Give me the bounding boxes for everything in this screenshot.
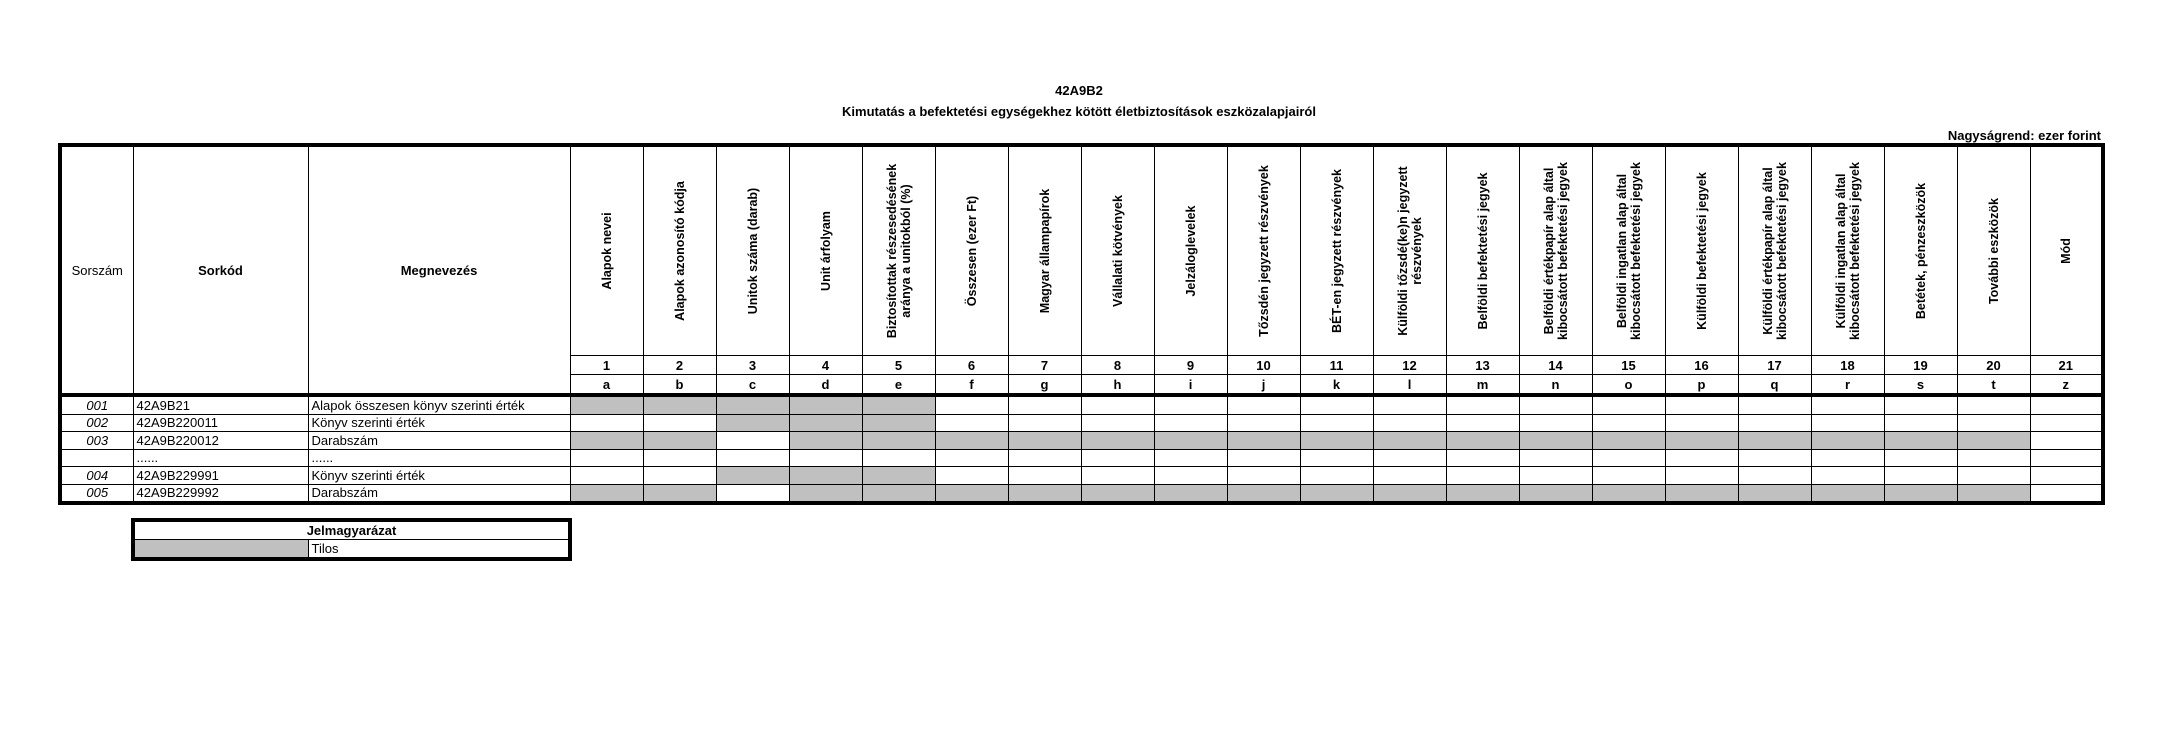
column-number: 11 (1300, 356, 1373, 375)
column-letter: a (570, 375, 643, 396)
input-cell[interactable] (1519, 395, 1592, 414)
input-cell[interactable] (643, 449, 716, 467)
column-letter: t (1957, 375, 2030, 396)
forbidden-cell (1446, 432, 1519, 450)
column-number: 20 (1957, 356, 2030, 375)
forbidden-cell (862, 414, 935, 432)
input-cell[interactable] (1665, 467, 1738, 485)
forbidden-cell (789, 484, 862, 503)
input-cell[interactable] (1008, 467, 1081, 485)
input-cell[interactable] (1811, 395, 1884, 414)
input-cell[interactable] (1665, 395, 1738, 414)
row-megnevezes: Darabszám (308, 484, 570, 503)
column-header-14 (1519, 145, 1592, 356)
forbidden-cell (1592, 484, 1665, 503)
column-header-label: Belföldi értékpapír alap által kibocsátott befektetési jegyek (1541, 162, 1570, 340)
legend-title: Jelmagyarázat (133, 520, 570, 540)
column-header-8 (1081, 145, 1154, 356)
forbidden-cell (1519, 484, 1592, 503)
column-letter: h (1081, 375, 1154, 396)
column-number: 3 (716, 356, 789, 375)
form-code: 42A9B2 (1055, 83, 1103, 98)
legend-forbidden-label: Tilos (308, 540, 570, 560)
legend-forbidden-swatch (133, 540, 308, 560)
column-header-label: Összesen (ezer Ft) (964, 195, 979, 307)
forbidden-cell (1884, 484, 1957, 503)
input-cell[interactable] (789, 449, 862, 467)
column-number: 12 (1373, 356, 1446, 375)
input-cell[interactable] (1373, 467, 1446, 485)
input-cell[interactable] (1446, 414, 1519, 432)
column-number: 6 (935, 356, 1008, 375)
row-sorkod: 42A9B220012 (133, 432, 308, 450)
column-header-11 (1300, 145, 1373, 356)
column-header-18 (1811, 145, 1884, 356)
input-cell[interactable] (1884, 467, 1957, 485)
forbidden-cell (570, 432, 643, 450)
row-megnevezes: Könyv szerinti érték (308, 467, 570, 485)
input-cell[interactable] (2030, 432, 2103, 450)
forbidden-cell (643, 395, 716, 414)
unit-note: Nagyságrend: ezer forint (1947, 128, 2101, 143)
column-letter: s (1884, 375, 1957, 396)
table-row (60, 395, 2103, 414)
column-letter: q (1738, 375, 1811, 396)
forbidden-cell (789, 395, 862, 414)
input-cell[interactable] (1665, 449, 1738, 467)
forbidden-cell (643, 484, 716, 503)
column-header-label: További eszközök (1986, 197, 2001, 305)
forbidden-cell (1811, 484, 1884, 503)
column-header-label: Biztosítottak részesedésének aránya a unitokból (%) (884, 163, 913, 339)
column-header-label: Tőzsdén jegyzett részvények (1256, 165, 1271, 337)
input-cell[interactable] (1592, 449, 1665, 467)
column-letter: m (1446, 375, 1519, 396)
input-cell[interactable] (1081, 395, 1154, 414)
row-megnevezes: ...... (308, 449, 570, 467)
table-row (60, 467, 2103, 485)
input-cell[interactable] (570, 414, 643, 432)
input-cell[interactable] (1957, 395, 2030, 414)
forbidden-cell (716, 467, 789, 485)
column-header-17 (1738, 145, 1811, 356)
column-letter: n (1519, 375, 1592, 396)
column-number: 7 (1008, 356, 1081, 375)
header-sorkod: Sorkód (133, 145, 308, 395)
forbidden-cell (1081, 484, 1154, 503)
forbidden-cell (643, 432, 716, 450)
column-header-label: Betétek, pénzeszközök (1913, 182, 1928, 320)
column-header-20 (1957, 145, 2030, 356)
forbidden-cell (935, 484, 1008, 503)
column-header-label: Alapok azonosító kódja (672, 181, 687, 321)
forbidden-cell (1884, 432, 1957, 450)
input-cell[interactable] (1081, 449, 1154, 467)
column-header-label: Jelzáloglevelek (1183, 205, 1198, 297)
input-cell[interactable] (1738, 449, 1811, 467)
legend-table (131, 518, 572, 561)
row-megnevezes: Alapok összesen könyv szerinti érték (308, 395, 570, 414)
column-number: 18 (1811, 356, 1884, 375)
column-header-label: Külföldi értékpapír alap által kibocsátott befektetési jegyek (1760, 162, 1789, 340)
column-header-19 (1884, 145, 1957, 356)
row-sorszam: 004 (60, 467, 133, 485)
header-megnevezes: Megnevezés (308, 145, 570, 395)
forbidden-cell (935, 432, 1008, 450)
column-header-label: Magyar állampapírok (1037, 188, 1052, 314)
forbidden-cell (862, 484, 935, 503)
input-cell[interactable] (1227, 449, 1300, 467)
input-cell[interactable] (1519, 414, 1592, 432)
column-header-9 (1154, 145, 1227, 356)
column-letter: r (1811, 375, 1884, 396)
input-cell[interactable] (1154, 467, 1227, 485)
column-header-label: Alapok nevei (599, 212, 614, 290)
input-cell[interactable] (1519, 467, 1592, 485)
input-cell[interactable] (1446, 395, 1519, 414)
input-cell[interactable] (716, 484, 789, 503)
input-cell[interactable] (1300, 414, 1373, 432)
column-header-label: Külföldi ingatlan alap által kibocsátott befektetési jegyek (1833, 162, 1862, 340)
column-number: 19 (1884, 356, 1957, 375)
input-cell[interactable] (1811, 414, 1884, 432)
forbidden-cell (1373, 432, 1446, 450)
row-sorszam: 005 (60, 484, 133, 503)
forbidden-cell (1373, 484, 1446, 503)
input-cell[interactable] (1081, 414, 1154, 432)
input-cell[interactable] (1738, 414, 1811, 432)
forbidden-cell (789, 467, 862, 485)
input-cell[interactable] (935, 449, 1008, 467)
input-cell[interactable] (1592, 467, 1665, 485)
forbidden-cell (1227, 484, 1300, 503)
column-header-4 (789, 145, 862, 356)
forbidden-cell (789, 414, 862, 432)
forbidden-cell (1300, 432, 1373, 450)
row-megnevezes: Könyv szerinti érték (308, 414, 570, 432)
input-cell[interactable] (570, 467, 643, 485)
column-letter: b (643, 375, 716, 396)
input-cell[interactable] (1957, 467, 2030, 485)
row-sorszam: 002 (60, 414, 133, 432)
forbidden-cell (570, 395, 643, 414)
input-cell[interactable] (1957, 449, 2030, 467)
input-cell[interactable] (2030, 484, 2103, 503)
input-cell[interactable] (1154, 449, 1227, 467)
input-cell[interactable] (716, 449, 789, 467)
column-letter: d (789, 375, 862, 396)
forbidden-cell (1154, 484, 1227, 503)
column-letter: c (716, 375, 789, 396)
row-megnevezes: Darabszám (308, 432, 570, 450)
forbidden-cell (1008, 432, 1081, 450)
forbidden-cell (1665, 432, 1738, 450)
input-cell[interactable] (2030, 467, 2103, 485)
column-number: 16 (1665, 356, 1738, 375)
column-header-2 (643, 145, 716, 356)
column-header-label: Mód (2058, 238, 2073, 264)
input-cell[interactable] (2030, 449, 2103, 467)
column-header-5 (862, 145, 935, 356)
column-letter: f (935, 375, 1008, 396)
input-cell[interactable] (1008, 395, 1081, 414)
input-cell[interactable] (1884, 395, 1957, 414)
forbidden-cell (789, 432, 862, 450)
input-cell[interactable] (1884, 414, 1957, 432)
column-letter: p (1665, 375, 1738, 396)
row-sorkod: 42A9B229991 (133, 467, 308, 485)
row-sorkod: 42A9B229992 (133, 484, 308, 503)
table-row (60, 484, 2103, 503)
forbidden-cell (1738, 484, 1811, 503)
input-cell[interactable] (1592, 395, 1665, 414)
column-letter: e (862, 375, 935, 396)
input-cell[interactable] (1154, 414, 1227, 432)
input-cell[interactable] (1811, 467, 1884, 485)
column-letter: g (1008, 375, 1081, 396)
column-letter: l (1373, 375, 1446, 396)
input-cell[interactable] (643, 467, 716, 485)
column-header-label: Belföldi ingatlan alap által kibocsátott befektetési jegyek (1614, 162, 1643, 340)
input-cell[interactable] (1373, 449, 1446, 467)
input-cell[interactable] (643, 414, 716, 432)
form-title: Kimutatás a befektetési egységekhez kötött életbiztosítások eszközalapjairól (842, 104, 1316, 119)
forbidden-cell (1300, 484, 1373, 503)
row-sorszam: 003 (60, 432, 133, 450)
column-header-label: Külföldi tőzsdé(ke)n jegyzett részvények (1395, 166, 1424, 336)
input-cell[interactable] (1665, 414, 1738, 432)
input-cell[interactable] (1446, 449, 1519, 467)
column-number: 13 (1446, 356, 1519, 375)
input-cell[interactable] (1446, 467, 1519, 485)
column-letter: z (2030, 375, 2103, 396)
input-cell[interactable] (716, 432, 789, 450)
forbidden-cell (1519, 432, 1592, 450)
column-number: 5 (862, 356, 935, 375)
column-header-6 (935, 145, 1008, 356)
column-header-label: Vállalati kötvények (1110, 195, 1125, 307)
input-cell[interactable] (1227, 395, 1300, 414)
table-row (60, 414, 2103, 432)
input-cell[interactable] (1300, 467, 1373, 485)
forbidden-cell (1446, 484, 1519, 503)
forbidden-cell (1081, 432, 1154, 450)
input-cell[interactable] (570, 449, 643, 467)
column-header-21 (2030, 145, 2103, 356)
column-number: 15 (1592, 356, 1665, 375)
column-letter: j (1227, 375, 1300, 396)
forbidden-cell (1154, 432, 1227, 450)
column-header-13 (1446, 145, 1519, 356)
column-header-10 (1227, 145, 1300, 356)
input-cell[interactable] (1008, 414, 1081, 432)
column-number: 14 (1519, 356, 1592, 375)
column-header-1 (570, 145, 643, 356)
column-header-12 (1373, 145, 1446, 356)
input-cell[interactable] (935, 467, 1008, 485)
column-letter: i (1154, 375, 1227, 396)
column-header-7 (1008, 145, 1081, 356)
forbidden-cell (1665, 484, 1738, 503)
input-cell[interactable] (1592, 414, 1665, 432)
column-header-label: BÉT-en jegyzett részvények (1329, 169, 1344, 333)
input-cell[interactable] (1884, 449, 1957, 467)
forbidden-cell (862, 467, 935, 485)
column-number: 9 (1154, 356, 1227, 375)
column-header-label: Külföldi befektetési jegyek (1694, 172, 1709, 330)
column-header-label: Unitok száma (darab) (745, 187, 760, 315)
input-cell[interactable] (1300, 395, 1373, 414)
input-cell[interactable] (1227, 467, 1300, 485)
input-cell[interactable] (1373, 395, 1446, 414)
column-letter: o (1592, 375, 1665, 396)
input-cell[interactable] (1738, 467, 1811, 485)
forbidden-cell (1227, 432, 1300, 450)
column-header-16 (1665, 145, 1738, 356)
row-sorkod: 42A9B21 (133, 395, 308, 414)
input-cell[interactable] (935, 395, 1008, 414)
column-number: 17 (1738, 356, 1811, 375)
row-sorkod: 42A9B220011 (133, 414, 308, 432)
table-row (60, 449, 2103, 467)
forbidden-cell (1811, 432, 1884, 450)
input-cell[interactable] (1811, 449, 1884, 467)
report-table (58, 143, 2105, 505)
column-number: 21 (2030, 356, 2103, 375)
column-header-label: Unit árfolyam (818, 211, 833, 291)
column-number: 1 (570, 356, 643, 375)
input-cell[interactable] (1957, 414, 2030, 432)
column-number: 8 (1081, 356, 1154, 375)
input-cell[interactable] (2030, 395, 2103, 414)
forbidden-cell (1957, 432, 2030, 450)
column-header-15 (1592, 145, 1665, 356)
input-cell[interactable] (1373, 414, 1446, 432)
input-cell[interactable] (1008, 449, 1081, 467)
input-cell[interactable] (1227, 414, 1300, 432)
column-letter: k (1300, 375, 1373, 396)
forbidden-cell (1008, 484, 1081, 503)
column-number: 4 (789, 356, 862, 375)
forbidden-cell (862, 395, 935, 414)
forbidden-cell (716, 395, 789, 414)
row-sorkod: ...... (133, 449, 308, 467)
column-header-row (60, 145, 2103, 356)
input-cell[interactable] (935, 414, 1008, 432)
input-cell[interactable] (1738, 395, 1811, 414)
forbidden-cell (716, 414, 789, 432)
forbidden-cell (1592, 432, 1665, 450)
forbidden-cell (862, 432, 935, 450)
input-cell[interactable] (1081, 467, 1154, 485)
column-header-label: Belföldi befektetési jegyek (1475, 172, 1490, 330)
forbidden-cell (570, 484, 643, 503)
input-cell[interactable] (1300, 449, 1373, 467)
column-number: 10 (1227, 356, 1300, 375)
input-cell[interactable] (2030, 414, 2103, 432)
forbidden-cell (1957, 484, 2030, 503)
input-cell[interactable] (862, 449, 935, 467)
header-sorszam: Sorszám (60, 145, 133, 395)
row-sorszam (60, 449, 133, 467)
row-sorszam: 001 (60, 395, 133, 414)
table-row (60, 432, 2103, 450)
input-cell[interactable] (1154, 395, 1227, 414)
column-header-3 (716, 145, 789, 356)
column-number: 2 (643, 356, 716, 375)
input-cell[interactable] (1519, 449, 1592, 467)
forbidden-cell (1738, 432, 1811, 450)
